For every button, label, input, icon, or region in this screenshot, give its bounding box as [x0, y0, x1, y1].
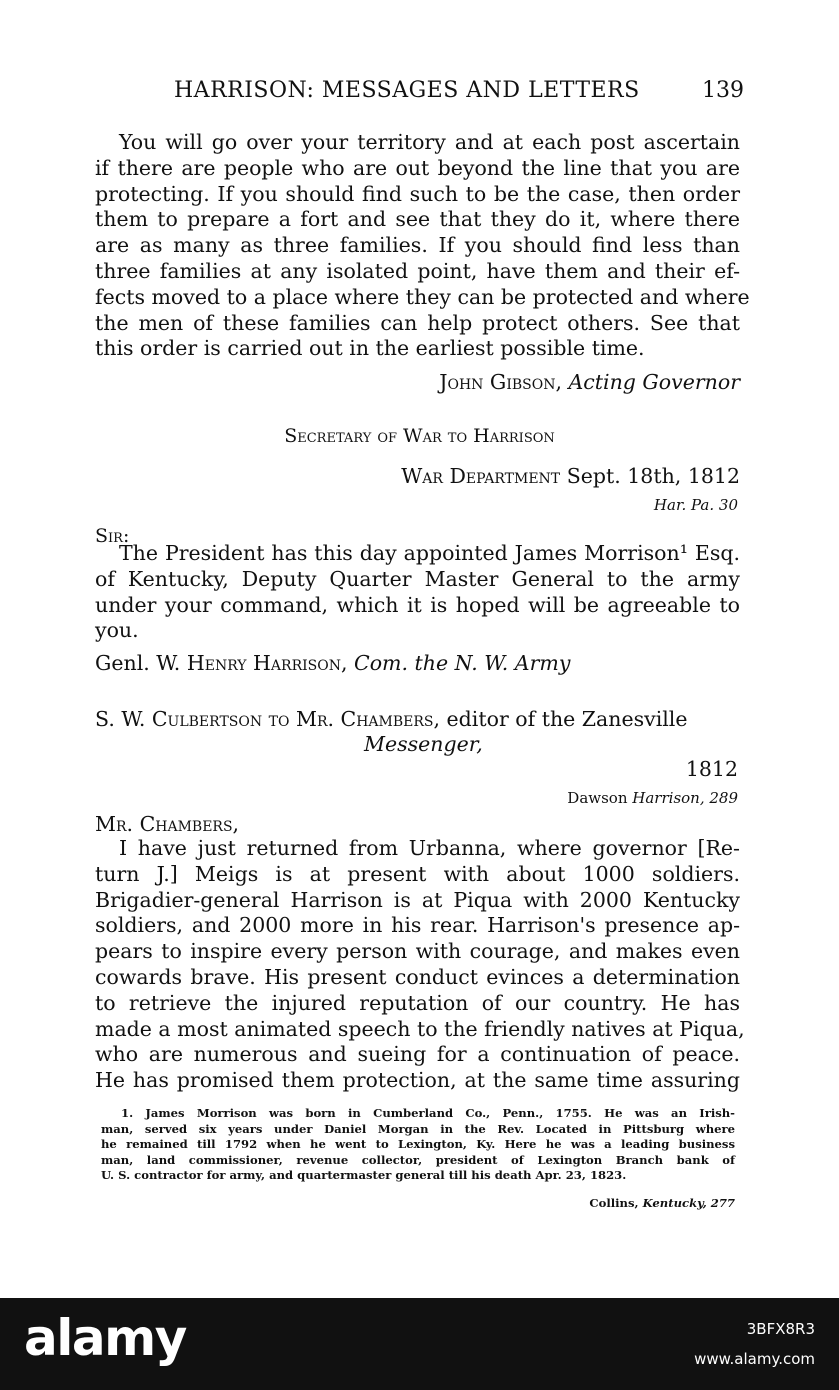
text-line: are as many as three families. If you should find less than [95, 233, 740, 258]
gibson-signature [439, 370, 740, 394]
footnote-line: man, served six years under Daniel Morgan in the Rev. Located in Pittsburg where [101, 1121, 735, 1136]
text-line: He has promised them protection, at the same time assuring [95, 1068, 740, 1093]
text-line: three families at any isolated point, have them and their ef- [95, 258, 740, 283]
salutation: Mr. Chambers, [95, 812, 240, 836]
dateline-place: War Department [401, 464, 561, 488]
text-line: to retrieve the injured reputation of our country. He has [95, 990, 740, 1015]
addressee-line [95, 651, 570, 675]
salutation: Sir: [95, 525, 130, 547]
source-citation [567, 789, 738, 807]
dateline-year: 1812 [685, 757, 738, 781]
addressee-title: Com. the N. W. Army [354, 651, 571, 675]
text-line: soldiers, and 2000 more in his rear. Harrison's presence ap- [95, 913, 740, 938]
text-line: of Kentucky, Deputy Quarter Master General to the army [95, 566, 740, 591]
text-line: fects moved to a place where they can be protected and where [95, 284, 750, 309]
letter-heading: Secretary of War to Harrison [284, 425, 555, 447]
addressee-name: Henry Harrison, [186, 651, 348, 675]
dateline-date: Sept. 18th, 1812 [566, 464, 740, 488]
gibson-letter-body [95, 130, 750, 362]
footnote-line: U. S. contractor for army, and quartermaster general till his death Apr. 23, 1823. [101, 1168, 627, 1182]
text-line: this order is carried out in the earliest possible time. [95, 336, 645, 361]
text-line: the men of these families can help protect others. See that [95, 310, 740, 335]
watermark-url: www.alamy.com [694, 1350, 815, 1368]
alamy-logo: alamy [24, 1309, 186, 1367]
running-head: HARRISON: MESSAGES AND LETTERS [174, 78, 640, 103]
text-line: cowards brave. His present conduct evinces a determination [95, 964, 740, 989]
text-line: who are numerous and sueing for a continuation of peace. [95, 1042, 740, 1067]
letter-heading [95, 707, 688, 731]
footnote-source [589, 1196, 735, 1210]
text-line: The President has this day appointed James Morrison¹ Esq. [119, 541, 740, 565]
footnote-line: man, land commissioner, revenue collector, president of Lexington Branch bank of [101, 1152, 735, 1167]
signature-name: John Gibson, [439, 370, 562, 394]
text-line: made a most animated speech to the friendly natives at Piqua, [95, 1016, 745, 1041]
heading-correspondents: S. W. Culbertson to Mr. Chambers, [95, 707, 441, 731]
source-citation: Har. Pa. 30 [653, 496, 738, 514]
text-line: protecting. If you should find such to be the case, then order [95, 181, 740, 206]
text-line: You will go over your territory and at each post ascertain [119, 130, 740, 154]
text-line: I have just returned from Urbanna, where governor [Re- [119, 836, 740, 860]
heading-newspaper: Messenger, [364, 732, 483, 756]
source-author: Dawson [567, 789, 628, 807]
signature-title: Acting Governor [568, 370, 740, 394]
text-line: under your command, which it is hoped will be agreeable to [95, 592, 740, 617]
footnote-line: 1. James Morrison was born in Cumberland Co., Penn., 1755. He was an Irish- [121, 1106, 735, 1120]
image-id: 3BFX8R3 [746, 1320, 815, 1338]
source-title: Harrison, 289 [632, 789, 738, 807]
footnote-source-title: Kentucky, 277 [642, 1196, 735, 1210]
text-line: pears to inspire every person with courage, and makes even [95, 939, 740, 964]
footnote-line: he remained till 1792 when he went to Lexington, Ky. Here he was a leading business [101, 1137, 735, 1151]
addressee-prefix: Genl. W. [95, 651, 181, 675]
text-line: Brigadier-general Harrison is at Piqua with 2000 Kentucky [95, 887, 740, 912]
text-line: you. [95, 618, 139, 643]
text-line: them to prepare a fort and see that they do it, where there [95, 207, 740, 232]
footnote [101, 1106, 735, 1184]
page-number: 139 [702, 78, 744, 103]
culbertson-letter-body [95, 836, 745, 1094]
text-line: if there are people who are out beyond the line that you are [95, 155, 740, 180]
text-line: turn J.] Meigs is at present with about 1000 soldiers. [95, 861, 740, 886]
war-secretary-letter-body [95, 541, 740, 644]
dateline [401, 464, 740, 488]
heading-rest: editor of the Zanesville [446, 707, 688, 731]
footnote-source-author: Collins, [589, 1196, 639, 1210]
